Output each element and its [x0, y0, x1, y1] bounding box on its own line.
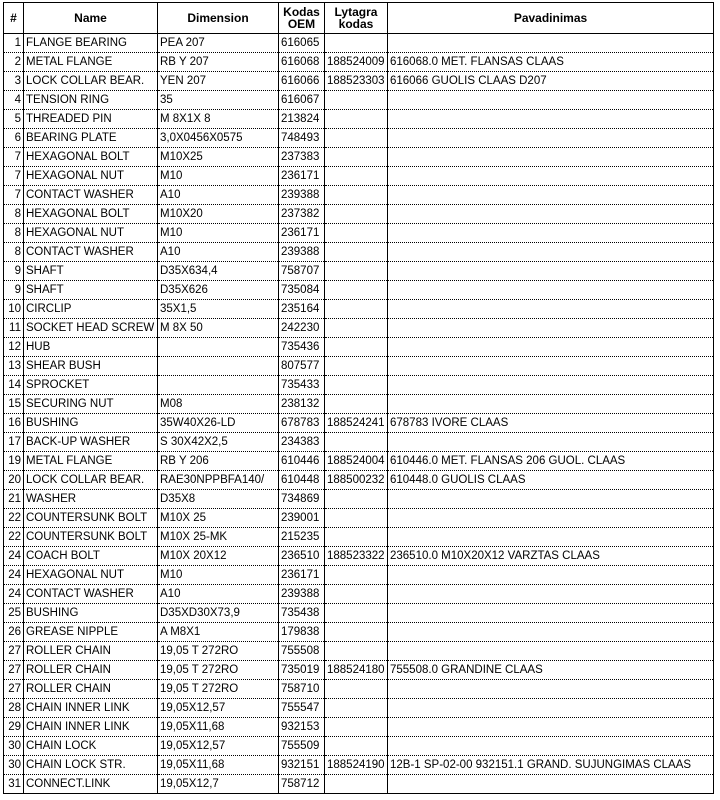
- lytagra-code-cell: [325, 718, 388, 737]
- oem-code-cell: 735436: [279, 338, 325, 357]
- table-row: [4, 680, 714, 699]
- part-name-cell: COUNTERSUNK BOLT: [24, 528, 158, 547]
- pavadinimas-cell: 616066 GUOLIS CLAAS D207: [388, 72, 714, 91]
- oem-code-cell: 755508: [279, 642, 325, 661]
- oem-code-cell: 239388: [279, 243, 325, 262]
- dimension-cell: M10X25: [158, 148, 279, 167]
- lytagra-code-cell: [325, 395, 388, 414]
- oem-code-cell: 748493: [279, 129, 325, 148]
- table-row: [4, 129, 714, 148]
- pavadinimas-cell: [388, 129, 714, 148]
- part-name-cell: COUNTERSUNK BOLT: [24, 509, 158, 528]
- table-row: [4, 91, 714, 110]
- oem-code-cell: 932151: [279, 756, 325, 775]
- oem-code-cell: 237382: [279, 205, 325, 224]
- oem-code-cell: 239388: [279, 186, 325, 205]
- part-name-cell: SHAFT: [24, 262, 158, 281]
- table-row: [4, 224, 714, 243]
- row-number-cell: 7: [4, 186, 24, 205]
- lytagra-code-cell: [325, 623, 388, 642]
- table-row: [4, 300, 714, 319]
- part-name-cell: CHAIN LOCK: [24, 737, 158, 756]
- lytagra-code-cell: [325, 262, 388, 281]
- pavadinimas-cell: [388, 338, 714, 357]
- part-name-cell: CHAIN INNER LINK: [24, 699, 158, 718]
- oem-code-cell: 239388: [279, 585, 325, 604]
- oem-code-cell: 735438: [279, 604, 325, 623]
- pavadinimas-cell: [388, 376, 714, 395]
- part-name-cell: SECURING NUT: [24, 395, 158, 414]
- oem-code-cell: 239001: [279, 509, 325, 528]
- part-name-cell: BACK-UP WASHER: [24, 433, 158, 452]
- oem-code-cell: 758707: [279, 262, 325, 281]
- part-name-cell: HEXAGONAL NUT: [24, 167, 158, 186]
- row-number-cell: 27: [4, 642, 24, 661]
- oem-code-cell: 236171: [279, 224, 325, 243]
- pavadinimas-cell: 616068.0 MET. FLANSAS CLAAS: [388, 53, 714, 72]
- row-number-cell: 8: [4, 224, 24, 243]
- pavadinimas-cell: [388, 433, 714, 452]
- column-header-lytagra-code: Lytagra kodas: [325, 3, 388, 34]
- pavadinimas-cell: [388, 91, 714, 110]
- table-row: [4, 110, 714, 129]
- dimension-cell: 19,05X11,68: [158, 756, 279, 775]
- lytagra-code-cell: [325, 338, 388, 357]
- column-header-pavadinimas: Pavadinimas: [388, 3, 714, 34]
- row-number-cell: 30: [4, 737, 24, 756]
- lytagra-code-cell: [325, 300, 388, 319]
- dimension-cell: M10X20: [158, 205, 279, 224]
- row-number-cell: 24: [4, 585, 24, 604]
- dimension-cell: PEA 207: [158, 34, 279, 53]
- table-row: [4, 72, 714, 91]
- row-number-cell: 24: [4, 566, 24, 585]
- dimension-cell: D35X634,4: [158, 262, 279, 281]
- dimension-cell: M10: [158, 566, 279, 585]
- pavadinimas-cell: [388, 718, 714, 737]
- dimension-cell: 19,05 T 272RO: [158, 642, 279, 661]
- lytagra-code-cell: 188523322: [325, 547, 388, 566]
- row-number-cell: 10: [4, 300, 24, 319]
- dimension-cell: 35: [158, 91, 279, 110]
- dimension-cell: S 30X42X2,5: [158, 433, 279, 452]
- table-row: [4, 186, 714, 205]
- pavadinimas-cell: [388, 243, 714, 262]
- row-number-cell: 21: [4, 490, 24, 509]
- row-number-cell: 9: [4, 262, 24, 281]
- oem-code-cell: 235164: [279, 300, 325, 319]
- lytagra-code-cell: [325, 167, 388, 186]
- table-row: [4, 604, 714, 623]
- lytagra-code-cell: [325, 699, 388, 718]
- table-row: [4, 433, 714, 452]
- pavadinimas-cell: 610448.0 GUOLIS CLAAS: [388, 471, 714, 490]
- part-name-cell: HEXAGONAL NUT: [24, 224, 158, 243]
- pavadinimas-cell: [388, 110, 714, 129]
- lytagra-code-cell: 188523303: [325, 72, 388, 91]
- dimension-cell: RAE30NPPBFA140/: [158, 471, 279, 490]
- part-name-cell: CIRCLIP: [24, 300, 158, 319]
- oem-code-cell: 179838: [279, 623, 325, 642]
- oem-code-cell: 616066: [279, 72, 325, 91]
- oem-code-cell: 678783: [279, 414, 325, 433]
- table-row: [4, 281, 714, 300]
- lytagra-code-cell: [325, 775, 388, 794]
- oem-code-cell: 242230: [279, 319, 325, 338]
- part-name-cell: BEARING PLATE: [24, 129, 158, 148]
- pavadinimas-cell: [388, 642, 714, 661]
- part-name-cell: CONNECT.LINK: [24, 775, 158, 794]
- oem-code-cell: 238132: [279, 395, 325, 414]
- pavadinimas-cell: 678783 IVORE CLAAS: [388, 414, 714, 433]
- oem-code-cell: 932153: [279, 718, 325, 737]
- table-row: [4, 718, 714, 737]
- lytagra-code-cell: [325, 357, 388, 376]
- row-number-cell: 8: [4, 243, 24, 262]
- table-row: [4, 376, 714, 395]
- parts-table: [3, 2, 714, 794]
- pavadinimas-cell: [388, 281, 714, 300]
- row-number-cell: 7: [4, 148, 24, 167]
- row-number-cell: 27: [4, 661, 24, 680]
- row-number-cell: 16: [4, 414, 24, 433]
- pavadinimas-cell: [388, 186, 714, 205]
- oem-code-cell: 735084: [279, 281, 325, 300]
- table-row: [4, 262, 714, 281]
- dimension-cell: 3,0X0456X0575: [158, 129, 279, 148]
- part-name-cell: GREASE NIPPLE: [24, 623, 158, 642]
- part-name-cell: METAL FLANGE: [24, 452, 158, 471]
- pavadinimas-cell: [388, 167, 714, 186]
- part-name-cell: CHAIN LOCK STR.: [24, 756, 158, 775]
- oem-code-cell: 236171: [279, 566, 325, 585]
- part-name-cell: HEXAGONAL BOLT: [24, 205, 158, 224]
- dimension-cell: RB Y 207: [158, 53, 279, 72]
- row-number-cell: 4: [4, 91, 24, 110]
- part-name-cell: COACH BOLT: [24, 547, 158, 566]
- oem-code-cell: 610446: [279, 452, 325, 471]
- dimension-cell: M10X 20X12: [158, 547, 279, 566]
- dimension-cell: 19,05X11,68: [158, 718, 279, 737]
- dimension-cell: M 8X 50: [158, 319, 279, 338]
- row-number-cell: 24: [4, 547, 24, 566]
- oem-code-cell: 755547: [279, 699, 325, 718]
- part-name-cell: LOCK COLLAR BEAR.: [24, 471, 158, 490]
- pavadinimas-cell: [388, 680, 714, 699]
- table-row: [4, 319, 714, 338]
- table-row: [4, 357, 714, 376]
- pavadinimas-cell: [388, 205, 714, 224]
- row-number-cell: 14: [4, 376, 24, 395]
- pavadinimas-cell: 236510.0 M10X20X12 VARZTAS CLAAS: [388, 547, 714, 566]
- lytagra-code-cell: [325, 186, 388, 205]
- row-number-cell: 28: [4, 699, 24, 718]
- oem-code-cell: 236510: [279, 547, 325, 566]
- table-row: [4, 395, 714, 414]
- lytagra-code-cell: 188524241: [325, 414, 388, 433]
- pavadinimas-cell: [388, 319, 714, 338]
- oem-code-cell: 213824: [279, 110, 325, 129]
- lytagra-code-cell: [325, 376, 388, 395]
- row-number-cell: 17: [4, 433, 24, 452]
- lytagra-code-cell: [325, 509, 388, 528]
- oem-code-cell: 237383: [279, 148, 325, 167]
- lytagra-code-cell: [325, 604, 388, 623]
- part-name-cell: HUB: [24, 338, 158, 357]
- row-number-cell: 31: [4, 775, 24, 794]
- row-number-cell: 5: [4, 110, 24, 129]
- table-row: [4, 490, 714, 509]
- part-name-cell: BUSHING: [24, 414, 158, 433]
- row-number-cell: 20: [4, 471, 24, 490]
- dimension-cell: A10: [158, 585, 279, 604]
- part-name-cell: ROLLER CHAIN: [24, 680, 158, 699]
- part-name-cell: CONTACT WASHER: [24, 585, 158, 604]
- part-name-cell: CONTACT WASHER: [24, 186, 158, 205]
- lytagra-code-cell: [325, 566, 388, 585]
- table-row: [4, 148, 714, 167]
- row-number-cell: 11: [4, 319, 24, 338]
- table-row: [4, 34, 714, 53]
- dimension-cell: A10: [158, 243, 279, 262]
- dimension-cell: 19,05X12,57: [158, 699, 279, 718]
- oem-code-cell: 758712: [279, 775, 325, 794]
- lytagra-code-cell: [325, 737, 388, 756]
- part-name-cell: LOCK COLLAR BEAR.: [24, 72, 158, 91]
- table-row: [4, 414, 714, 433]
- column-header-dimension: Dimension: [158, 3, 279, 34]
- table-row: [4, 167, 714, 186]
- dimension-cell: M08: [158, 395, 279, 414]
- dimension-cell: RB Y 206: [158, 452, 279, 471]
- oem-code-cell: 616065: [279, 34, 325, 53]
- table-row: [4, 547, 714, 566]
- row-number-cell: 26: [4, 623, 24, 642]
- table-row: [4, 452, 714, 471]
- row-number-cell: 22: [4, 528, 24, 547]
- part-name-cell: BUSHING: [24, 604, 158, 623]
- row-number-cell: 8: [4, 205, 24, 224]
- table-row: [4, 756, 714, 775]
- lytagra-code-cell: 188524190: [325, 756, 388, 775]
- dimension-cell: 19,05X12,7: [158, 775, 279, 794]
- pavadinimas-cell: 610446.0 MET. FLANSAS 206 GUOL. CLAAS: [388, 452, 714, 471]
- table-row: [4, 699, 714, 718]
- lytagra-code-cell: [325, 281, 388, 300]
- row-number-cell: 22: [4, 509, 24, 528]
- oem-code-cell: 735019: [279, 661, 325, 680]
- part-name-cell: WASHER: [24, 490, 158, 509]
- part-name-cell: HEXAGONAL BOLT: [24, 148, 158, 167]
- table-body: [4, 34, 714, 794]
- table-row: [4, 528, 714, 547]
- part-name-cell: FLANGE BEARING: [24, 34, 158, 53]
- lytagra-code-cell: 188500232: [325, 471, 388, 490]
- pavadinimas-cell: [388, 623, 714, 642]
- part-name-cell: CHAIN INNER LINK: [24, 718, 158, 737]
- table-row: [4, 566, 714, 585]
- lytagra-code-cell: [325, 224, 388, 243]
- dimension-cell: 19,05 T 272RO: [158, 661, 279, 680]
- pavadinimas-cell: [388, 699, 714, 718]
- dimension-cell: [158, 376, 279, 395]
- lytagra-code-cell: 188524180: [325, 661, 388, 680]
- column-header-oem-code: Kodas OEM: [279, 3, 325, 34]
- dimension-cell: A10: [158, 186, 279, 205]
- row-number-cell: 2: [4, 53, 24, 72]
- lytagra-code-cell: 188524009: [325, 53, 388, 72]
- lytagra-code-cell: [325, 148, 388, 167]
- table-row: [4, 585, 714, 604]
- lytagra-code-cell: [325, 680, 388, 699]
- part-name-cell: CONTACT WASHER: [24, 243, 158, 262]
- oem-code-cell: 236171: [279, 167, 325, 186]
- row-number-cell: 13: [4, 357, 24, 376]
- table-row: [4, 642, 714, 661]
- part-name-cell: THREADED PIN: [24, 110, 158, 129]
- part-name-cell: SOCKET HEAD SCREW: [24, 319, 158, 338]
- pavadinimas-cell: [388, 395, 714, 414]
- row-number-cell: 29: [4, 718, 24, 737]
- dimension-cell: 19,05 T 272RO: [158, 680, 279, 699]
- lytagra-code-cell: [325, 91, 388, 110]
- lytagra-code-cell: [325, 642, 388, 661]
- lytagra-code-cell: [325, 34, 388, 53]
- pavadinimas-cell: [388, 566, 714, 585]
- part-name-cell: SHAFT: [24, 281, 158, 300]
- oem-code-cell: 234383: [279, 433, 325, 452]
- row-number-cell: 1: [4, 34, 24, 53]
- part-name-cell: ROLLER CHAIN: [24, 661, 158, 680]
- table-row: [4, 737, 714, 756]
- lytagra-code-cell: [325, 433, 388, 452]
- row-number-cell: 9: [4, 281, 24, 300]
- pavadinimas-cell: [388, 148, 714, 167]
- part-name-cell: ROLLER CHAIN: [24, 642, 158, 661]
- dimension-cell: A M8X1: [158, 623, 279, 642]
- dimension-cell: 35W40X26-LD: [158, 414, 279, 433]
- oem-code-cell: 616068: [279, 53, 325, 72]
- lytagra-code-cell: [325, 319, 388, 338]
- pavadinimas-cell: [388, 604, 714, 623]
- table-row: [4, 243, 714, 262]
- pavadinimas-cell: [388, 775, 714, 794]
- dimension-cell: 19,05X12,57: [158, 737, 279, 756]
- row-number-cell: 12: [4, 338, 24, 357]
- lytagra-code-cell: [325, 490, 388, 509]
- lytagra-code-cell: [325, 110, 388, 129]
- dimension-cell: M10X 25-MK: [158, 528, 279, 547]
- row-number-cell: 25: [4, 604, 24, 623]
- dimension-cell: [158, 357, 279, 376]
- oem-code-cell: 610448: [279, 471, 325, 490]
- pavadinimas-cell: [388, 300, 714, 319]
- row-number-cell: 15: [4, 395, 24, 414]
- pavadinimas-cell: 755508.0 GRANDINE CLAAS: [388, 661, 714, 680]
- pavadinimas-cell: [388, 528, 714, 547]
- row-number-cell: 27: [4, 680, 24, 699]
- pavadinimas-cell: [388, 357, 714, 376]
- oem-code-cell: 755509: [279, 737, 325, 756]
- oem-code-cell: 758710: [279, 680, 325, 699]
- lytagra-code-cell: [325, 243, 388, 262]
- row-number-cell: 19: [4, 452, 24, 471]
- oem-code-cell: 616067: [279, 91, 325, 110]
- lytagra-code-cell: [325, 129, 388, 148]
- part-name-cell: TENSION RING: [24, 91, 158, 110]
- lytagra-code-cell: [325, 528, 388, 547]
- dimension-cell: YEN 207: [158, 72, 279, 91]
- pavadinimas-cell: [388, 585, 714, 604]
- pavadinimas-cell: [388, 34, 714, 53]
- lytagra-code-cell: [325, 585, 388, 604]
- pavadinimas-cell: [388, 490, 714, 509]
- pavadinimas-cell: [388, 737, 714, 756]
- part-name-cell: SHEAR BUSH: [24, 357, 158, 376]
- table-row: [4, 53, 714, 72]
- dimension-cell: D35X626: [158, 281, 279, 300]
- part-name-cell: SPROCKET: [24, 376, 158, 395]
- row-number-cell: 7: [4, 167, 24, 186]
- oem-code-cell: 807577: [279, 357, 325, 376]
- row-number-cell: 3: [4, 72, 24, 91]
- oem-code-cell: 215235: [279, 528, 325, 547]
- part-name-cell: HEXAGONAL NUT: [24, 566, 158, 585]
- pavadinimas-cell: [388, 262, 714, 281]
- row-number-cell: 6: [4, 129, 24, 148]
- oem-code-cell: 735433: [279, 376, 325, 395]
- pavadinimas-cell: [388, 224, 714, 243]
- table-row: [4, 775, 714, 794]
- dimension-cell: M 8X1X 8: [158, 110, 279, 129]
- lytagra-code-cell: 188524004: [325, 452, 388, 471]
- column-header-name: Name: [24, 3, 158, 34]
- dimension-cell: [158, 338, 279, 357]
- part-name-cell: METAL FLANGE: [24, 53, 158, 72]
- table-row: [4, 509, 714, 528]
- dimension-cell: M10: [158, 224, 279, 243]
- dimension-cell: D35XD30X73,9: [158, 604, 279, 623]
- table-row: [4, 661, 714, 680]
- dimension-cell: M10X 25: [158, 509, 279, 528]
- lytagra-code-cell: [325, 205, 388, 224]
- table-row: [4, 471, 714, 490]
- table-row: [4, 623, 714, 642]
- dimension-cell: D35X8: [158, 490, 279, 509]
- table-header: [4, 3, 714, 34]
- table-row: [4, 338, 714, 357]
- dimension-cell: 35X1,5: [158, 300, 279, 319]
- header-row: [4, 3, 714, 34]
- pavadinimas-cell: [388, 509, 714, 528]
- table-row: [4, 205, 714, 224]
- pavadinimas-cell: 12B-1 SP-02-00 932151.1 GRAND. SUJUNGIMAS CLAAS: [388, 756, 714, 775]
- oem-code-cell: 734869: [279, 490, 325, 509]
- row-number-cell: 30: [4, 756, 24, 775]
- dimension-cell: M10: [158, 167, 279, 186]
- column-header-number: #: [4, 3, 24, 34]
